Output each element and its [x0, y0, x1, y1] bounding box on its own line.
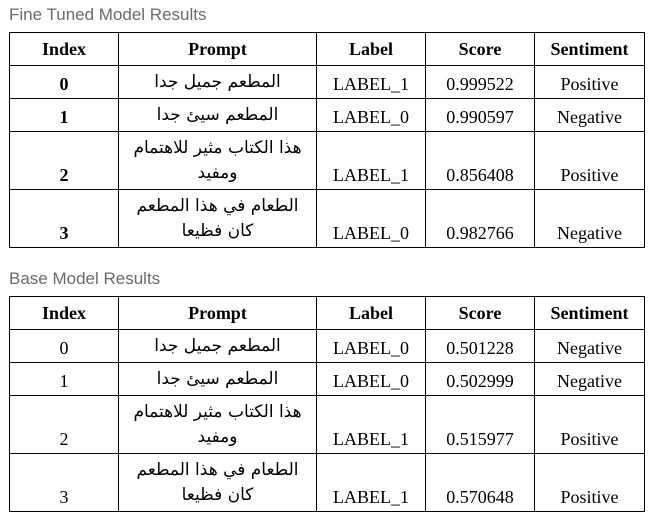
cell-sentiment: Negative — [535, 190, 645, 248]
cell-prompt: الطعام في هذا المطعم كان فظيعا — [119, 190, 317, 248]
cell-label: LABEL_0 — [317, 190, 426, 248]
column-header-prompt: Prompt — [119, 33, 317, 66]
table-header-row — [10, 33, 645, 66]
column-header-prompt: Prompt — [119, 297, 317, 330]
cell-sentiment: Negative — [535, 99, 645, 132]
cell-score: 0.990597 — [426, 99, 535, 132]
cell-index: 1 — [10, 99, 119, 132]
base-model-title: Base Model Results — [9, 269, 161, 288]
table-row — [10, 132, 645, 190]
cell-label: LABEL_1 — [317, 132, 426, 190]
table-row — [10, 454, 645, 512]
cell-sentiment: Positive — [535, 454, 645, 512]
cell-sentiment: Positive — [535, 132, 645, 190]
cell-label: LABEL_1 — [317, 454, 426, 512]
column-header-sentiment: Sentiment — [535, 33, 645, 66]
cell-label: LABEL_0 — [317, 330, 426, 363]
column-header-index: Index — [10, 297, 119, 330]
fine-tuned-section — [9, 4, 644, 248]
cell-prompt: الطعام في هذا المطعم كان فظيعا — [119, 454, 317, 512]
cell-label: LABEL_0 — [317, 99, 426, 132]
cell-index: 2 — [10, 396, 119, 454]
column-header-label: Label — [317, 33, 426, 66]
table-row — [10, 66, 645, 99]
cell-score: 0.999522 — [426, 66, 535, 99]
cell-sentiment: Negative — [535, 330, 645, 363]
cell-index: 3 — [10, 454, 119, 512]
cell-label: LABEL_1 — [317, 66, 426, 99]
base-model-results-table — [9, 296, 645, 512]
cell-index: 3 — [10, 190, 119, 248]
cell-label: LABEL_0 — [317, 363, 426, 396]
table-row — [10, 190, 645, 248]
table-row — [10, 99, 645, 132]
cell-index: 0 — [10, 66, 119, 99]
cell-score: 0.856408 — [426, 132, 535, 190]
column-header-sentiment: Sentiment — [535, 297, 645, 330]
cell-index: 0 — [10, 330, 119, 363]
table-row — [10, 396, 645, 454]
cell-sentiment: Positive — [535, 66, 645, 99]
cell-score: 0.502999 — [426, 363, 535, 396]
cell-sentiment: Negative — [535, 363, 645, 396]
column-header-label: Label — [317, 297, 426, 330]
cell-index: 1 — [10, 363, 119, 396]
fine-tuned-results-table — [9, 32, 645, 248]
cell-score: 0.982766 — [426, 190, 535, 248]
column-header-score: Score — [426, 33, 535, 66]
table-row — [10, 363, 645, 396]
cell-prompt: المطعم سيئ جدا — [119, 363, 317, 396]
fine-tuned-title: Fine Tuned Model Results — [9, 5, 207, 24]
cell-prompt: المطعم جميل جدا — [119, 66, 317, 99]
cell-prompt: المطعم جميل جدا — [119, 330, 317, 363]
column-header-score: Score — [426, 297, 535, 330]
cell-prompt: هذا الكتاب مثير للاهتمام ومفيد — [119, 132, 317, 190]
cell-label: LABEL_1 — [317, 396, 426, 454]
cell-score: 0.570648 — [426, 454, 535, 512]
cell-prompt: هذا الكتاب مثير للاهتمام ومفيد — [119, 396, 317, 454]
cell-score: 0.501228 — [426, 330, 535, 363]
table-header-row — [10, 297, 645, 330]
cell-prompt: المطعم سيئ جدا — [119, 99, 317, 132]
cell-sentiment: Positive — [535, 396, 645, 454]
base-model-section — [9, 268, 644, 512]
cell-index: 2 — [10, 132, 119, 190]
column-header-index: Index — [10, 33, 119, 66]
cell-score: 0.515977 — [426, 396, 535, 454]
table-row — [10, 330, 645, 363]
